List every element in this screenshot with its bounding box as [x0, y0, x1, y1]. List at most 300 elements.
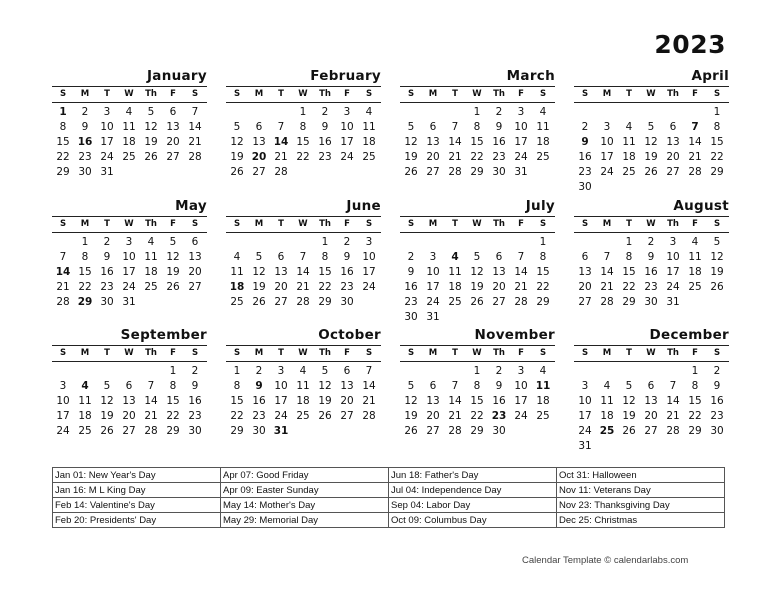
day-cell: 27 — [426, 166, 440, 178]
month-april — [574, 66, 729, 195]
day-cell: 9 — [81, 121, 89, 133]
holiday-day-cell: 31 — [273, 425, 289, 437]
day-cell: 11 — [600, 395, 614, 407]
day-cell: 12 — [404, 395, 418, 407]
weekday-header — [400, 216, 555, 233]
day-cell: 29 — [710, 166, 724, 178]
empty-cell — [226, 105, 248, 120]
weekday-label: F — [170, 89, 176, 99]
day-cell: 25 — [622, 166, 636, 178]
day-cell: 12 — [404, 136, 418, 148]
day-cell: 9 — [495, 380, 503, 392]
weekday-label: T — [626, 219, 632, 229]
month-title: January — [146, 68, 207, 84]
holiday-cell: May 14: Mother's Day — [221, 498, 389, 513]
holiday-cell: Jan 16: M L King Day — [53, 483, 221, 498]
day-cell: 1 — [299, 106, 307, 118]
day-cell: 15 — [710, 136, 724, 148]
holiday-cell: Dec 25: Christmas — [557, 513, 725, 528]
day-cell: 8 — [539, 251, 547, 263]
day-cell: 14 — [296, 266, 310, 278]
day-cell: 5 — [321, 365, 329, 377]
day-cell: 22 — [622, 281, 636, 293]
day-cell: 9 — [713, 380, 721, 392]
weekday-label: S — [581, 219, 589, 229]
day-cell: 20 — [666, 151, 680, 163]
day-cell: 23 — [100, 281, 114, 293]
day-cell: 7 — [517, 251, 525, 263]
day-cell: 22 — [56, 151, 70, 163]
weekday-header — [400, 345, 555, 362]
day-cell: 22 — [688, 410, 702, 422]
day-cell: 10 — [514, 380, 528, 392]
day-cell: 25 — [78, 425, 92, 437]
weekday-label: W — [646, 219, 656, 229]
day-cell: 3 — [59, 380, 67, 392]
empty-cell — [488, 235, 510, 250]
day-cell: 18 — [622, 151, 636, 163]
day-cell: 4 — [539, 106, 547, 118]
weekday-label: Th — [145, 89, 157, 99]
day-cell: 7 — [59, 251, 67, 263]
day-cell: 28 — [688, 166, 702, 178]
holiday-table — [52, 467, 725, 528]
day-cell: 22 — [470, 410, 484, 422]
holiday-cell: Nov 23: Thanksgiving Day — [557, 498, 725, 513]
day-cell: 23 — [188, 410, 202, 422]
day-cell: 30 — [492, 425, 506, 437]
weekday-label: S — [713, 348, 721, 358]
day-cell: 23 — [492, 151, 506, 163]
day-cell: 29 — [470, 166, 484, 178]
weekday-label: S — [233, 89, 241, 99]
weekday-label: F — [518, 89, 524, 99]
day-cell: 19 — [252, 281, 266, 293]
day-cell: 19 — [100, 410, 114, 422]
weekday-label: S — [365, 219, 373, 229]
day-cell: 16 — [492, 136, 506, 148]
day-cell: 5 — [713, 236, 721, 248]
day-cell: 4 — [125, 106, 133, 118]
empty-cell — [574, 364, 596, 379]
day-cell: 10 — [340, 121, 354, 133]
holiday-row — [53, 498, 725, 513]
month-title: September — [120, 327, 207, 343]
day-cell: 23 — [252, 410, 266, 422]
day-cell: 5 — [255, 251, 263, 263]
day-cell: 25 — [448, 296, 462, 308]
empty-cell — [466, 235, 488, 250]
day-cell: 6 — [495, 251, 503, 263]
weekday-header — [574, 86, 729, 103]
day-grid — [574, 105, 729, 195]
day-cell: 15 — [56, 136, 70, 148]
day-cell: 1 — [233, 365, 241, 377]
year-title: 2023 — [654, 30, 726, 59]
month-title: November — [474, 327, 555, 343]
day-cell: 8 — [169, 380, 177, 392]
day-cell: 3 — [103, 106, 111, 118]
empty-cell — [574, 105, 596, 120]
day-cell: 27 — [492, 296, 506, 308]
day-cell: 21 — [514, 281, 528, 293]
day-cell: 24 — [122, 281, 136, 293]
day-cell: 24 — [274, 410, 288, 422]
day-cell: 15 — [318, 266, 332, 278]
day-cell: 17 — [340, 136, 354, 148]
day-cell: 25 — [230, 296, 244, 308]
weekday-label: S — [539, 219, 547, 229]
day-cell: 17 — [578, 410, 592, 422]
day-cell: 4 — [365, 106, 373, 118]
day-cell: 27 — [274, 296, 288, 308]
day-cell: 30 — [100, 296, 114, 308]
holiday-day-cell: 9 — [581, 136, 589, 148]
day-cell: 21 — [448, 410, 462, 422]
day-cell: 27 — [578, 296, 592, 308]
day-cell: 20 — [122, 410, 136, 422]
day-cell: 23 — [710, 410, 724, 422]
empty-cell — [52, 235, 74, 250]
day-cell: 9 — [103, 251, 111, 263]
empty-cell — [248, 235, 270, 250]
weekday-label: F — [692, 89, 698, 99]
weekday-header — [226, 216, 381, 233]
weekday-label: S — [59, 348, 67, 358]
day-cell: 6 — [169, 106, 177, 118]
weekday-label: F — [344, 89, 350, 99]
month-title: July — [525, 198, 555, 214]
holiday-cell: Oct 31: Halloween — [557, 468, 725, 483]
empty-cell — [596, 235, 618, 250]
day-cell: 20 — [188, 266, 202, 278]
day-cell: 18 — [78, 410, 92, 422]
day-cell: 15 — [536, 266, 550, 278]
day-cell: 27 — [666, 166, 680, 178]
weekday-label: W — [646, 89, 656, 99]
weekday-label: Th — [319, 219, 331, 229]
holiday-cell: Jan 01: New Year's Day — [53, 468, 221, 483]
day-cell: 10 — [578, 395, 592, 407]
empty-cell — [422, 235, 444, 250]
day-cell: 19 — [710, 266, 724, 278]
empty-cell — [640, 105, 662, 120]
weekday-header — [52, 86, 207, 103]
day-cell: 21 — [274, 151, 288, 163]
day-cell: 9 — [191, 380, 199, 392]
empty-cell — [640, 364, 662, 379]
day-cell: 1 — [473, 365, 481, 377]
day-cell: 23 — [404, 296, 418, 308]
weekday-label: T — [452, 348, 458, 358]
day-cell: 3 — [581, 380, 589, 392]
month-title: February — [310, 68, 381, 84]
weekday-label: T — [452, 219, 458, 229]
day-cell: 6 — [669, 121, 677, 133]
day-cell: 28 — [514, 296, 528, 308]
day-cell: 17 — [100, 136, 114, 148]
day-cell: 3 — [343, 106, 351, 118]
day-cell: 22 — [78, 281, 92, 293]
day-cell: 21 — [56, 281, 70, 293]
day-cell: 8 — [59, 121, 67, 133]
holiday-cell: May 29: Memorial Day — [221, 513, 389, 528]
day-cell: 8 — [233, 380, 241, 392]
day-grid — [400, 235, 555, 325]
day-cell: 29 — [622, 296, 636, 308]
holiday-day-cell: 9 — [255, 380, 263, 392]
empty-cell — [400, 235, 422, 250]
weekday-label: S — [59, 219, 67, 229]
weekday-label: F — [518, 348, 524, 358]
day-cell: 26 — [710, 281, 724, 293]
day-cell: 16 — [188, 395, 202, 407]
weekday-label: M — [80, 348, 90, 358]
day-cell: 7 — [299, 251, 307, 263]
day-cell: 16 — [578, 151, 592, 163]
holiday-cell: Feb 14: Valentine's Day — [53, 498, 221, 513]
weekday-label: Th — [493, 89, 505, 99]
day-cell: 11 — [122, 121, 136, 133]
day-cell: 14 — [688, 136, 702, 148]
weekday-label: W — [298, 348, 308, 358]
day-cell: 18 — [536, 395, 550, 407]
day-cell: 31 — [514, 166, 528, 178]
day-cell: 10 — [100, 121, 114, 133]
day-cell: 29 — [688, 425, 702, 437]
day-cell: 7 — [669, 380, 677, 392]
day-cell: 31 — [578, 440, 592, 452]
day-cell: 1 — [713, 106, 721, 118]
weekday-label: M — [428, 89, 438, 99]
day-cell: 29 — [318, 296, 332, 308]
weekday-label: M — [254, 219, 264, 229]
day-cell: 31 — [666, 296, 680, 308]
day-cell: 20 — [492, 281, 506, 293]
weekday-label: T — [278, 219, 284, 229]
weekday-label: Th — [667, 219, 679, 229]
day-cell: 18 — [688, 266, 702, 278]
day-cell: 25 — [536, 151, 550, 163]
day-cell: 6 — [429, 380, 437, 392]
day-cell: 18 — [448, 281, 462, 293]
day-cell: 5 — [103, 380, 111, 392]
empty-cell — [74, 364, 96, 379]
weekday-label: S — [365, 89, 373, 99]
month-title: April — [691, 68, 729, 84]
footer-credit: Calendar Template © calendarlabs.com — [522, 555, 689, 566]
day-grid — [574, 235, 729, 310]
holiday-day-cell: 1 — [59, 106, 67, 118]
day-cell: 3 — [365, 236, 373, 248]
day-cell: 26 — [166, 281, 180, 293]
holiday-day-cell: 16 — [77, 136, 93, 148]
empty-cell — [226, 235, 248, 250]
weekday-label: S — [191, 348, 199, 358]
weekday-label: M — [80, 219, 90, 229]
day-cell: 18 — [122, 136, 136, 148]
empty-cell — [400, 105, 422, 120]
day-cell: 22 — [710, 151, 724, 163]
month-title: August — [673, 198, 729, 214]
day-cell: 5 — [233, 121, 241, 133]
day-cell: 2 — [191, 365, 199, 377]
day-cell: 22 — [318, 281, 332, 293]
day-cell: 8 — [713, 121, 721, 133]
empty-cell — [444, 235, 466, 250]
day-cell: 30 — [78, 166, 92, 178]
day-cell: 1 — [539, 236, 547, 248]
day-grid — [400, 364, 555, 439]
day-cell: 27 — [644, 425, 658, 437]
day-cell: 19 — [644, 151, 658, 163]
day-cell: 8 — [473, 121, 481, 133]
day-cell: 24 — [426, 296, 440, 308]
day-cell: 14 — [144, 395, 158, 407]
weekday-label: W — [124, 348, 134, 358]
day-cell: 7 — [451, 380, 459, 392]
weekday-label: T — [278, 89, 284, 99]
weekday-label: M — [602, 89, 612, 99]
day-cell: 21 — [144, 410, 158, 422]
day-cell: 8 — [321, 251, 329, 263]
empty-cell — [618, 364, 640, 379]
empty-cell — [118, 364, 140, 379]
day-cell: 10 — [426, 266, 440, 278]
day-cell: 18 — [362, 136, 376, 148]
day-cell: 21 — [688, 151, 702, 163]
day-cell: 20 — [426, 410, 440, 422]
day-cell: 12 — [622, 395, 636, 407]
day-cell: 4 — [233, 251, 241, 263]
day-cell: 6 — [429, 121, 437, 133]
holiday-cell: Apr 07: Good Friday — [221, 468, 389, 483]
empty-cell — [662, 105, 684, 120]
weekday-label: S — [59, 89, 67, 99]
day-cell: 11 — [78, 395, 92, 407]
day-cell: 25 — [362, 151, 376, 163]
day-cell: 9 — [495, 121, 503, 133]
empty-cell — [52, 364, 74, 379]
empty-cell — [270, 105, 292, 120]
day-cell: 6 — [125, 380, 133, 392]
day-cell: 11 — [448, 266, 462, 278]
day-cell: 19 — [230, 151, 244, 163]
day-cell: 10 — [274, 380, 288, 392]
day-cell: 27 — [122, 425, 136, 437]
day-cell: 16 — [710, 395, 724, 407]
day-cell: 20 — [426, 151, 440, 163]
day-grid — [226, 235, 381, 310]
weekday-label: Th — [319, 89, 331, 99]
day-cell: 24 — [600, 166, 614, 178]
holiday-day-cell: 14 — [55, 266, 71, 278]
empty-cell — [292, 235, 314, 250]
day-cell: 1 — [169, 365, 177, 377]
day-cell: 2 — [713, 365, 721, 377]
weekday-label: W — [124, 219, 134, 229]
day-cell: 15 — [470, 136, 484, 148]
day-cell: 2 — [407, 251, 415, 263]
day-cell: 15 — [622, 266, 636, 278]
month-title: June — [346, 198, 381, 214]
day-cell: 4 — [625, 121, 633, 133]
holiday-day-cell: 11 — [535, 380, 551, 392]
day-cell: 2 — [495, 365, 503, 377]
weekday-label: F — [692, 348, 698, 358]
empty-cell — [270, 235, 292, 250]
day-cell: 7 — [365, 365, 373, 377]
day-cell: 13 — [492, 266, 506, 278]
day-cell: 8 — [299, 121, 307, 133]
day-cell: 4 — [691, 236, 699, 248]
day-cell: 14 — [448, 136, 462, 148]
day-cell: 11 — [536, 121, 550, 133]
day-cell: 8 — [691, 380, 699, 392]
month-february — [226, 66, 381, 180]
day-cell: 17 — [362, 266, 376, 278]
day-cell: 6 — [255, 121, 263, 133]
empty-cell — [140, 364, 162, 379]
weekday-label: T — [452, 89, 458, 99]
day-cell: 5 — [625, 380, 633, 392]
day-cell: 22 — [166, 410, 180, 422]
weekday-label: T — [104, 89, 110, 99]
holiday-day-cell: 7 — [691, 121, 699, 133]
day-cell: 1 — [691, 365, 699, 377]
weekday-header — [52, 216, 207, 233]
day-cell: 13 — [188, 251, 202, 263]
day-cell: 8 — [625, 251, 633, 263]
day-cell: 30 — [492, 166, 506, 178]
weekday-label: M — [80, 89, 90, 99]
day-cell: 14 — [600, 266, 614, 278]
weekday-label: W — [472, 348, 482, 358]
day-cell: 23 — [644, 281, 658, 293]
day-grid — [52, 364, 207, 439]
day-cell: 16 — [100, 266, 114, 278]
empty-cell — [422, 105, 444, 120]
month-july — [400, 196, 555, 325]
weekday-label: S — [191, 219, 199, 229]
weekday-label: T — [104, 348, 110, 358]
weekday-label: Th — [667, 89, 679, 99]
holiday-day-cell: 14 — [273, 136, 289, 148]
day-cell: 24 — [578, 425, 592, 437]
weekday-label: F — [344, 219, 350, 229]
day-cell: 26 — [470, 296, 484, 308]
day-cell: 10 — [600, 136, 614, 148]
day-cell: 28 — [448, 425, 462, 437]
day-cell: 7 — [451, 121, 459, 133]
day-cell: 25 — [122, 151, 136, 163]
day-cell: 30 — [710, 425, 724, 437]
day-grid — [400, 105, 555, 180]
day-cell: 28 — [188, 151, 202, 163]
day-cell: 29 — [166, 425, 180, 437]
day-cell: 14 — [362, 380, 376, 392]
day-cell: 4 — [299, 365, 307, 377]
day-cell: 22 — [470, 151, 484, 163]
day-cell: 3 — [517, 365, 525, 377]
day-cell: 14 — [188, 121, 202, 133]
day-cell: 7 — [191, 106, 199, 118]
day-cell: 5 — [473, 251, 481, 263]
day-cell: 8 — [81, 251, 89, 263]
weekday-header — [574, 345, 729, 362]
day-cell: 3 — [429, 251, 437, 263]
weekday-label: S — [581, 348, 589, 358]
